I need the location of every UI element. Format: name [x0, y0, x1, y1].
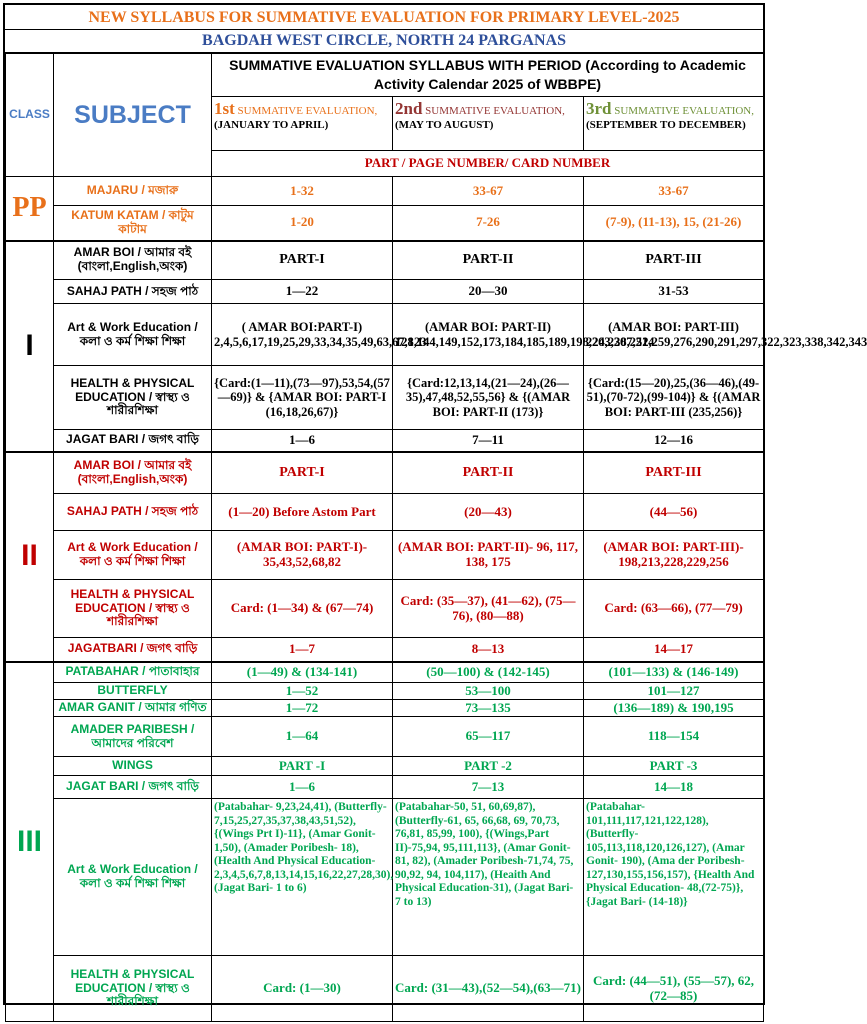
eval-1-cell: PART -I — [212, 757, 393, 776]
eval-3-cell: 14—18 — [584, 776, 764, 799]
subject-cell: BUTTERFLY — [54, 683, 212, 700]
subject-cell: JAGAT BARI / জগৎ বাড়ি — [54, 430, 212, 452]
syllabus-table — [5, 53, 867, 1022]
eval-3-cell: PART -3 — [584, 757, 764, 776]
eval-3-cell: Card: (44—51), (55—57), 62, (72—85) — [584, 956, 764, 1022]
table-row — [6, 683, 764, 700]
table-row — [6, 662, 764, 683]
eval-2-cell: 53—100 — [393, 683, 584, 700]
eval-2-cell: 7—13 — [393, 776, 584, 799]
subject-cell: HEALTH & PHYSICAL EDUCATION / স্বাস্থ্য ও শারীরশিক্ষা — [54, 366, 212, 430]
eval-1-label: SUMMATIVE EVALUATION, — [237, 105, 378, 117]
eval-1-cell: 1—6 — [212, 776, 393, 799]
eval-1-cell: 1-20 — [212, 206, 393, 241]
eval-1-header — [212, 97, 393, 151]
eval-2-cell: PART-II — [393, 241, 584, 280]
table-row — [6, 638, 764, 662]
eval-1-cell: PART-I — [212, 241, 393, 280]
eval-1-cell: (1—49) & (134-141) — [212, 662, 393, 683]
subject-cell: JAGAT BARI / জগৎ বাড়ি — [54, 776, 212, 799]
subject-cell: AMAR BOI / আমার বই (বাংলা,English,অংক) — [54, 241, 212, 280]
eval-1-ordinal: 1st — [214, 99, 235, 118]
eval-3-cell: (44—56) — [584, 494, 764, 531]
circle-title: BAGDAH WEST CIRCLE, NORTH 24 PARGANAS — [5, 30, 763, 53]
eval-1-cell: (1—20) Before Astom Part — [212, 494, 393, 531]
eval-1-cell: 1—7 — [212, 638, 393, 662]
syllabus-sheet — [3, 3, 867, 1009]
eval-1-cell: (AMAR BOI: PART-I)- 35,43,52,68,82 — [212, 531, 393, 580]
table-row — [6, 717, 764, 757]
eval-1-cell: (Patabahar- 9,23,24,41), (Butterfly- 7,15,25,27,35,37,38,43,51,52), {(Wings Prt I)-11}, (Amar Gonit- 1,50), (Amader Poribesh- 18), (Health And Physical Education- 2,3,4,5,6,7,8,13,14,15,16,22,27,28,30), (Jagat Bari- 1 to 6) — [212, 799, 393, 956]
eval-3-ordinal: 3rd — [586, 99, 612, 118]
subject-column-header: SUBJECT — [54, 54, 212, 177]
eval-2-cell: 65—117 — [393, 717, 584, 757]
eval-2-label: SUMMATIVE EVALUATION, — [425, 105, 565, 117]
table-row — [6, 452, 764, 494]
eval-3-cell: 118—154 — [584, 717, 764, 757]
subject-cell: AMADER PARIBESH / আমাদের পরিবেশ — [54, 717, 212, 757]
subject-cell: Art & Work Education / কলা ও কর্ম শিক্ষা শিক্ষা — [54, 799, 212, 956]
subject-cell: Art & Work Education / কলা ও কর্ম শিক্ষা শিক্ষা — [54, 304, 212, 366]
eval-3-cell: PART-III — [584, 452, 764, 494]
eval-2-cell: 7-26 — [393, 206, 584, 241]
subject-cell: MAJARU / মজারু — [54, 177, 212, 206]
eval-1-cell: Card: (1—34) & (67—74) — [212, 580, 393, 638]
eval-2-cell: 20—30 — [393, 280, 584, 304]
eval-2-cell: (Patabahar-50, 51, 60,69,87), (Butterfly-61, 65, 66,68, 69, 70,73, 76,81, 85,99, 100), {(Wings,Part II)-75,94, 95,111,113}, (Amar Gonit-81, 82), (Amader Poribesh-71,74, 75, 90,92, 94, 104,117), (Heaith And Physical Education-31), (Jagat Bari- 7 to 13) — [393, 799, 584, 956]
table-row — [6, 757, 764, 776]
eval-1-cell: 1—52 — [212, 683, 393, 700]
eval-2-cell: PART -2 — [393, 757, 584, 776]
eval-2-cell: (50—100) & (142-145) — [393, 662, 584, 683]
subject-cell: Art & Work Education / কলা ও কর্ম শিক্ষা শিক্ষা — [54, 531, 212, 580]
eval-3-cell: PART-III — [584, 241, 764, 280]
subject-cell: JAGATBARI / জগৎ বাড়ি — [54, 638, 212, 662]
eval-2-cell: 7—11 — [393, 430, 584, 452]
subject-cell: AMAR BOI / আমার বই (বাংলা,English,অংক) — [54, 452, 212, 494]
summative-title: SUMMATIVE EVALUATION SYLLABUS WITH PERIOD (According to Academic Activity Calendar 2025 of WBBPE) — [212, 54, 764, 97]
eval-3-cell: Card: (63—66), (77—79) — [584, 580, 764, 638]
eval-3-cell: (Patabahar- 101,111,117,121,122,128), (Butterfly- 105,113,118,120,126,127), (Amar Gonit- 190), (Ama der Poribesh- 127,130,155,156,157), {Health And Physical Education- 48,(72-75)}, {Jagat Bari- (14-18)} — [584, 799, 764, 956]
eval-2-period: (MAY TO AUGUST) — [395, 119, 494, 132]
table-row — [6, 206, 764, 241]
subject-cell: WINGS — [54, 757, 212, 776]
table-row — [6, 799, 764, 956]
part-page-label: PART / PAGE NUMBER/ CARD NUMBER — [212, 151, 764, 177]
eval-3-header — [584, 97, 764, 151]
class-label-pp: PP — [6, 177, 54, 241]
eval-3-label: SUMMATIVE EVALUATION, — [614, 105, 754, 117]
table-row — [6, 494, 764, 531]
table-row — [6, 241, 764, 280]
class-label-ii: II — [6, 452, 54, 662]
eval-1-cell: 1—6 — [212, 430, 393, 452]
table-row — [6, 700, 764, 717]
eval-2-cell: PART-II — [393, 452, 584, 494]
eval-1-cell: 1-32 — [212, 177, 393, 206]
eval-1-cell: PART-I — [212, 452, 393, 494]
eval-1-cell: Card: (1—30) — [212, 956, 393, 1022]
subject-cell: HEALTH & PHYSICAL EDUCATION / স্বাস্থ্য ও শারীরশিক্ষা — [54, 956, 212, 1022]
eval-2-header — [393, 97, 584, 151]
eval-2-cell: Card: (35—37), (41—62), (75—76), (80—88) — [393, 580, 584, 638]
table-row — [6, 776, 764, 799]
subject-cell: SAHAJ PATH / সহজ পাঠ — [54, 494, 212, 531]
eval-3-period: (SEPTEMBER TO DECEMBER) — [586, 119, 746, 132]
table-row — [6, 430, 764, 452]
subject-cell: AMAR GANIT / আমার গণিত — [54, 700, 212, 717]
eval-3-cell: 31-53 — [584, 280, 764, 304]
eval-3-cell: (101—133) & (146-149) — [584, 662, 764, 683]
eval-3-cell: 101—127 — [584, 683, 764, 700]
eval-3-cell: 12—16 — [584, 430, 764, 452]
table-row — [6, 580, 764, 638]
eval-3-cell: (7-9), (11-13), 15, (21-26) — [584, 206, 764, 241]
table-row — [6, 531, 764, 580]
main-title: NEW SYLLABUS FOR SUMMATIVE EVALUATION FOR PRIMARY LEVEL-2025 — [5, 5, 763, 30]
eval-2-cell: 73—135 — [393, 700, 584, 717]
eval-2-cell: (AMAR BOI: PART-II)- 96, 117, 138, 175 — [393, 531, 584, 580]
eval-3-cell: (AMAR BOI: PART-III)- 198,213,228,229,256 — [584, 531, 764, 580]
eval-1-cell: ( AMAR BOI:PART-I) 2,4,5,6,17,19,25,29,33,34,35,49,63,67,123 — [212, 304, 393, 366]
class-label-iii: III — [6, 662, 54, 1022]
eval-3-cell: (136—189) & 190,195 — [584, 700, 764, 717]
subject-cell: HEALTH & PHYSICAL EDUCATION / স্বাস্থ্য ও শারীরশিক্ষা — [54, 580, 212, 638]
class-column-header: CLASS — [6, 54, 54, 177]
eval-2-cell: (20—43) — [393, 494, 584, 531]
eval-3-cell: 14—17 — [584, 638, 764, 662]
eval-1-period: (JANUARY TO APRIL) — [214, 119, 329, 132]
eval-2-ordinal: 2nd — [395, 99, 423, 118]
eval-1-cell: 1—72 — [212, 700, 393, 717]
table-row — [6, 177, 764, 206]
subject-cell: KATUM KATAM / কাটুম কাটাম — [54, 206, 212, 241]
table-row — [6, 956, 764, 1022]
subject-cell: PATABAHAR / পাতাবাহার — [54, 662, 212, 683]
table-row — [6, 280, 764, 304]
eval-3-cell: (AMAR BOI: PART-III) 224,238,252,259,276,290,291,297,322,323,338,342,343 — [584, 304, 764, 366]
eval-3-cell: {Card:(15—20),25,(36—46),(49-51),(70-72),(99-104)} & {(AMAR BOI: PART-III (235,256)} — [584, 366, 764, 430]
table-row — [6, 304, 764, 366]
subject-cell: SAHAJ PATH / সহজ পাঠ — [54, 280, 212, 304]
table-row — [6, 366, 764, 430]
eval-1-cell: {Card:(1—11),(73—97),53,54,(57—69)} & {AMAR BOI: PART-I (16,18,26,67)} — [212, 366, 393, 430]
class-label-i: I — [6, 241, 54, 452]
eval-2-cell: 8—13 — [393, 638, 584, 662]
eval-2-cell: (AMAR BOI: PART-II) 128,144,149,152,173,184,185,189,198,203,207,214 — [393, 304, 584, 366]
eval-1-cell: 1—22 — [212, 280, 393, 304]
eval-1-cell: 1—64 — [212, 717, 393, 757]
eval-3-cell: 33-67 — [584, 177, 764, 206]
eval-2-cell: 33-67 — [393, 177, 584, 206]
eval-2-cell: {Card:12,13,14,(21—24),(26—35),47,48,52,55,56} & {(AMAR BOI: PART-II (173)} — [393, 366, 584, 430]
eval-2-cell: Card: (31—43),(52—54),(63—71) — [393, 956, 584, 1022]
